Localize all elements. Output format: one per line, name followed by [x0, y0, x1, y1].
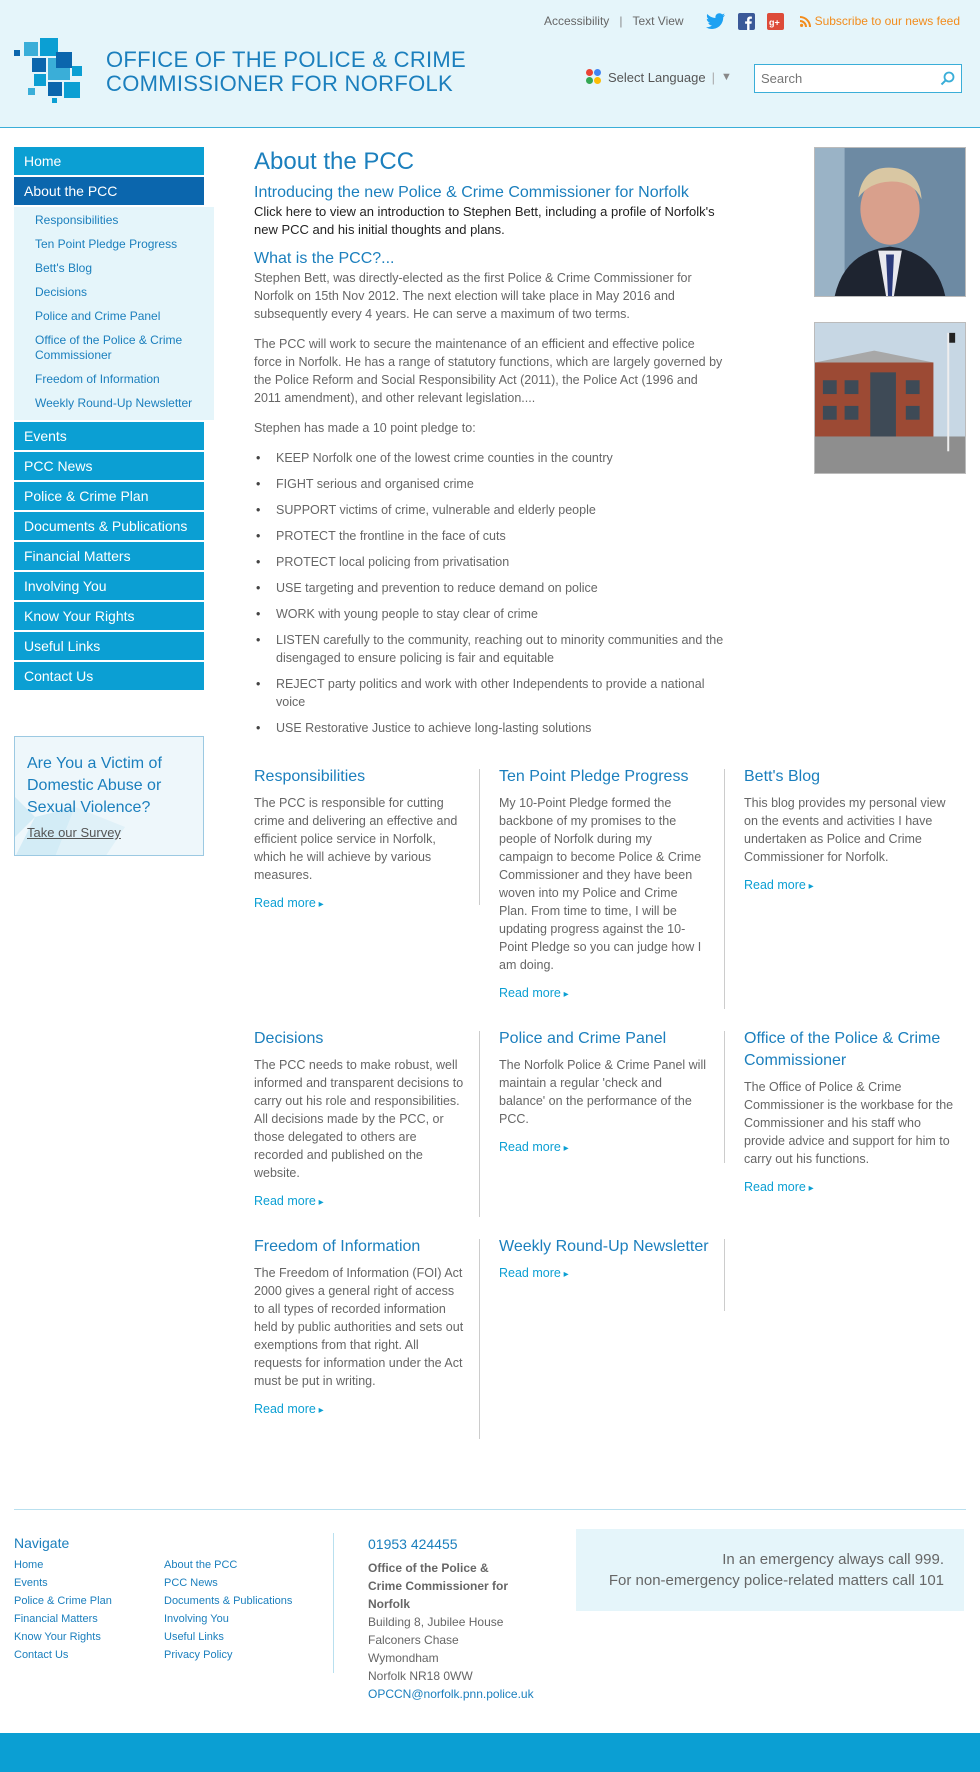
- nav-item-about-the-pcc[interactable]: About the PCC: [14, 177, 204, 205]
- card-weekly-newsletter: [499, 1236, 725, 1284]
- take-survey-link[interactable]: Take our Survey: [27, 825, 121, 840]
- read-more-link[interactable]: Read more ▸: [254, 896, 324, 910]
- language-selector[interactable]: [586, 66, 732, 88]
- card-police-crime-panel: [499, 1028, 725, 1158]
- card-text: My 10-Point Pledge formed the backbone of my promises to the people of Norfolk during my campaign to become Police & Crime Commissioner and they have been woven into my Police and Crime Plan. From time to time, I will be updating progress against the 10-Point Pledge so you can judge how I am doing.: [499, 796, 702, 972]
- card-divider: [724, 769, 725, 1009]
- footer-divider: [14, 1509, 966, 1510]
- footer-link-police-crime-plan[interactable]: Police & Crime Plan: [14, 1595, 112, 1607]
- contact-org-line: Norfolk: [368, 1597, 410, 1611]
- nav-item-financial-matters[interactable]: Financial Matters: [14, 542, 204, 570]
- card-divider: [724, 1239, 725, 1311]
- emergency-line: In an emergency always call 999.: [722, 1551, 944, 1568]
- list-item: • LISTEN carefully to the community, reaching out to minority communities and the disengaged to ensure policing is fair and equitable: [254, 631, 724, 667]
- footer-column-divider: [333, 1533, 334, 1673]
- card-text: The PCC needs to make robust, well informed and transparent decisions to carry out his role and responsibilities. All decisions made by the PCC, or those delegated to others are recorded and published on the website.: [254, 1058, 464, 1180]
- subnav-item-betts-blog[interactable]: Bett's Blog: [35, 261, 92, 275]
- card-title[interactable]: Ten Point Pledge Progress: [499, 768, 689, 785]
- card-decisions: [254, 1028, 480, 1212]
- text-view-link[interactable]: Text View: [632, 14, 684, 28]
- subnav-item-ten-point-pledge[interactable]: Ten Point Pledge Progress: [35, 237, 178, 251]
- subnav-about: [14, 207, 214, 420]
- footer-link-pcc-news[interactable]: PCC News: [164, 1577, 218, 1589]
- card-text: This blog provides my personal view on the events and activities I have undertaken as Police and Crime Commissioner for Norfolk.: [744, 796, 946, 864]
- nav-item-home[interactable]: Home: [14, 147, 204, 175]
- footer-link-useful-links[interactable]: Useful Links: [164, 1631, 224, 1643]
- list-item: • REJECT party politics and work with other Independents to provide a national voice: [254, 675, 724, 711]
- card-title[interactable]: Office of the Police & Crime Commissioner: [744, 1030, 941, 1069]
- footer-link-know-your-rights[interactable]: Know Your Rights: [14, 1631, 101, 1643]
- svg-text:g+: g+: [768, 17, 780, 27]
- list-item: • KEEP Norfolk one of the lowest crime counties in the country: [254, 449, 724, 467]
- nav-item-pcc-news[interactable]: PCC News: [14, 452, 204, 480]
- footer-nav-column-1: [14, 1556, 112, 1664]
- what-is-pcc-heading: What is the PCC?...: [254, 250, 395, 267]
- paragraph-functions: The PCC will work to secure the maintenance of an efficient and effective police force in Norfolk. He has a range of statutory functions, which are largely governed by the Police Reform and Social Responsibility Act (2011), the Police Act (1996 and 2011 amendment), and other relevant legislation....: [254, 337, 723, 405]
- card-divider: [479, 769, 480, 905]
- contact-org-line: Office of the Police &: [368, 1561, 489, 1575]
- subscribe-link[interactable]: [800, 14, 960, 28]
- card-betts-blog: [744, 766, 970, 896]
- card-title[interactable]: Police and Crime Panel: [499, 1030, 667, 1047]
- card-responsibilities: [254, 766, 480, 914]
- footer-bottom-bar: [0, 1733, 980, 1772]
- card-title[interactable]: Weekly Round-Up Newsletter: [499, 1238, 709, 1255]
- rss-icon: [800, 16, 811, 27]
- footer-link-documents[interactable]: Documents & Publications: [164, 1595, 293, 1607]
- opcc-logo[interactable]: [14, 38, 94, 104]
- subnav-item-weekly-newsletter[interactable]: Weekly Round-Up Newsletter: [35, 396, 193, 410]
- nav-item-know-your-rights[interactable]: Know Your Rights: [14, 602, 204, 630]
- paragraph-pledge-intro: Stephen has made a 10 point pledge to:: [254, 421, 476, 435]
- card-text: The Freedom of Information (FOI) Act 2000 gives a general right of access to all types of recorded information held by public authorities and sets out exemptions from that right. All requests for information under the Act must be put in writing.: [254, 1266, 464, 1388]
- read-more-link[interactable]: Read more ▸: [744, 1180, 814, 1194]
- list-item: • PROTECT the frontline in the face of cuts: [254, 527, 724, 545]
- card-text: The Office of Police & Crime Commissioner is the workbase for the Commissioner and his staff who provide advice and support for him to carry out his functions.: [744, 1080, 954, 1166]
- subscribe-label: Subscribe to our news feed: [814, 14, 960, 28]
- twitter-icon[interactable]: [706, 13, 726, 30]
- search-input[interactable]: [755, 65, 930, 92]
- search-icon[interactable]: [940, 71, 955, 86]
- emergency-notice: [576, 1529, 964, 1611]
- card-office-pcc: [744, 1028, 970, 1198]
- card-title[interactable]: Bett's Blog: [744, 768, 820, 785]
- card-ten-point-pledge: [499, 766, 725, 1004]
- list-item: • USE Restorative Justice to achieve long-lasting solutions: [254, 719, 724, 737]
- nav-item-involving-you[interactable]: Involving You: [14, 572, 204, 600]
- list-item: • FIGHT serious and organised crime: [254, 475, 724, 493]
- contact-org-line: Crime Commissioner for: [368, 1579, 509, 1593]
- paragraph-election: Stephen Bett, was directly-elected as the first Police & Crime Commissioner for Norfolk on 15th Nov 2012. The next election will take place in May 2016 and subsequently every 4 years. He can serve a maximum of two terms.: [254, 271, 692, 321]
- subnav-item-responsibilities[interactable]: Responsibilities: [35, 213, 119, 227]
- card-text: The Norfolk Police & Crime Panel will maintain a regular 'check and balance' on the performance of the PCC.: [499, 1058, 707, 1126]
- card-title[interactable]: Decisions: [254, 1030, 324, 1047]
- google-plus-icon[interactable]: [767, 13, 784, 30]
- footer-link-involving-you[interactable]: Involving You: [164, 1613, 229, 1625]
- nav-item-documents[interactable]: Documents & Publications: [14, 512, 204, 540]
- footer-link-financial-matters[interactable]: Financial Matters: [14, 1613, 98, 1625]
- footer-link-contact-us[interactable]: Contact Us: [14, 1649, 69, 1661]
- survey-title: Are You a Victim of Domestic Abuse or Sexual Violence?: [27, 755, 162, 816]
- nav-item-useful-links[interactable]: Useful Links: [14, 632, 204, 660]
- chevron-down-icon: ▼: [720, 71, 732, 83]
- read-more-link[interactable]: Read more ▸: [499, 1266, 569, 1280]
- site-title[interactable]: OFFICE OF THE POLICE & CRIME COMMISSIONER FOR NORFOLK: [106, 47, 467, 96]
- social-links: [706, 13, 784, 30]
- footer-contact: [368, 1535, 558, 1703]
- card-divider: [479, 1239, 480, 1439]
- list-item: • SUPPORT victims of crime, vulnerable and elderly people: [254, 501, 724, 519]
- contact-phone[interactable]: 01953 424455: [368, 1536, 458, 1552]
- read-more-link[interactable]: Read more ▸: [254, 1194, 324, 1208]
- top-links: [544, 10, 960, 32]
- non-emergency-line: For non-emergency police-related matters call 101: [608, 1572, 944, 1589]
- accessibility-link[interactable]: Accessibility: [543, 14, 610, 28]
- contact-email-link[interactable]: OPCCN@norfolk.pnn.police.uk: [368, 1687, 534, 1701]
- office-building-photo: [814, 322, 966, 474]
- read-more-link[interactable]: Read more ▸: [499, 1140, 569, 1154]
- subnav-item-police-crime-panel[interactable]: Police and Crime Panel: [35, 309, 161, 323]
- card-text: The PCC is responsible for cutting crime and delivering an effective and efficient police service in Norfolk, which he will achieve by various measures.: [254, 796, 458, 882]
- card-divider: [724, 1031, 725, 1163]
- subnav-item-foi[interactable]: Freedom of Information: [35, 372, 160, 386]
- list-item: • USE targeting and prevention to reduce demand on police: [254, 579, 724, 597]
- page-title: About the PCC: [254, 148, 415, 175]
- subnav-item-office-pcc[interactable]: Office of the Police & Crime Commissioner: [35, 333, 183, 362]
- intro-heading[interactable]: Introducing the new Police & Crime Commissioner for Norfolk: [254, 184, 689, 201]
- nav-item-events[interactable]: Events: [14, 422, 204, 450]
- read-more-link[interactable]: Read more ▸: [744, 878, 814, 892]
- read-more-link[interactable]: Read more ▸: [499, 986, 569, 1000]
- contact-address-line: Falconers Chase: [368, 1633, 459, 1647]
- card-title[interactable]: Responsibilities: [254, 768, 366, 785]
- list-item: • WORK with young people to stay clear of crime: [254, 605, 724, 623]
- nav-item-contact-us[interactable]: Contact Us: [14, 662, 204, 690]
- contact-address-line: Norfolk NR18 0WW: [368, 1669, 473, 1683]
- survey-promo[interactable]: [14, 736, 204, 856]
- footer-nav-column-2: [164, 1556, 292, 1664]
- card-foi: [254, 1236, 480, 1420]
- search-box: [754, 64, 962, 93]
- card-title[interactable]: Freedom of Information: [254, 1238, 421, 1255]
- list-item: • PROTECT local policing from privatisation: [254, 553, 724, 571]
- commissioner-portrait-photo: [814, 147, 966, 297]
- language-separator: |: [711, 69, 715, 85]
- separator: |: [619, 14, 623, 28]
- site-header: [0, 0, 980, 128]
- footer-link-events[interactable]: Events: [14, 1577, 48, 1589]
- subnav-item-decisions[interactable]: Decisions: [35, 285, 88, 299]
- intro-link-text[interactable]: Click here to view an introduction to Stephen Bett, including a profile of Norfolk's new PCC and his initial thoughts and plans.: [254, 204, 715, 237]
- footer-link-about-pcc[interactable]: About the PCC: [164, 1559, 238, 1571]
- contact-address-line: Building 8, Jubilee House: [368, 1615, 504, 1629]
- google-translate-icon: [586, 69, 602, 85]
- nav-item-police-crime-plan[interactable]: Police & Crime Plan: [14, 482, 204, 510]
- footer-link-home[interactable]: Home: [14, 1559, 44, 1571]
- read-more-link[interactable]: Read more ▸: [254, 1402, 324, 1416]
- footer-navigate-title: Navigate: [14, 1535, 70, 1551]
- main-content: [254, 147, 724, 745]
- card-divider: [479, 1031, 480, 1217]
- sidebar-nav: [14, 147, 204, 692]
- select-language-label: Select Language: [608, 69, 706, 85]
- footer-link-privacy-policy[interactable]: Privacy Policy: [164, 1649, 233, 1661]
- contact-address-line: Wymondham: [368, 1651, 439, 1665]
- facebook-icon[interactable]: [738, 13, 755, 30]
- pledge-list: [254, 449, 724, 737]
